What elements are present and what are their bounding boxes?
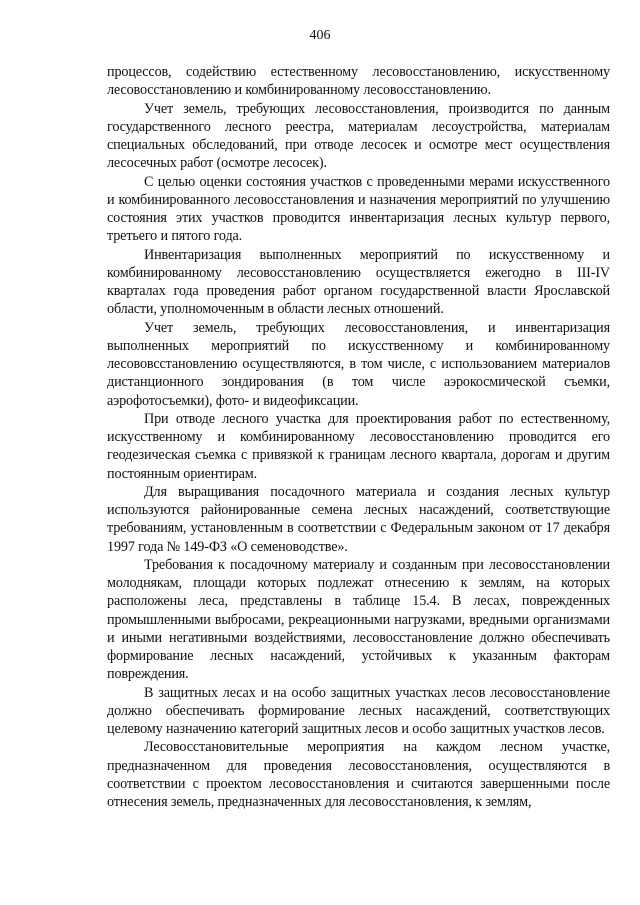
paragraph-completion: Лесовосстановительные мероприятия на каждом лесном участке, предназначенном для проведения лесовосстановления, осуществляются в соответствии с проектом лесовосстановления и считаются завершенными после отнесения земель, предназначенных для лесовосстановления, к землям, [107, 739, 610, 810]
paragraph-land-accounting: Учет земель, требующих лесовосстановления, производится по данным государственного лесного реестра, материалам лесоустройства, материалам специальных обследований, при отводе лесосек и осмотре мест осуществления лесосечных работ (осмотре лесосек). [107, 100, 610, 172]
paragraph-assessment: С целью оценки состояния участков с проведенными мерами искусственного и комбинированного лесовосстановления и назначения мероприятий по улучшению состояния этих участков проводится инвентаризация лесных культур первого, третьего и пятого года. [107, 173, 610, 245]
paragraph-remote-sensing: Учет земель, требующих лесовосстановления, и инвентаризация выполненных мероприятий по искусственному и комбинированному лесововсстановлению осуществляются, в том числе, с использованием материалов дистанционного зондирования (в том числе аэрокосмической съемки, аэрофотосъемки), фото- и видеофиксации. [107, 319, 610, 409]
paragraph-protective-forests: В защитных лесах и на особо защитных участках лесов лесовосстановление должно обеспечивать формирование лесных насаждений, соответствующих целевому назначению категорий защитных лесов и особо защитных участков лесов. [107, 684, 610, 737]
paragraph-plot-survey: При отводе лесного участка для проектирования работ по естественному, искусственному и комбинированному лесовосстановлению проводится его геодезическая съемка с привязкой к границам лесного квартала, дорогам и другим постоянным ориентирам. [107, 410, 610, 482]
paragraph-continuation: процессов, содействию естественному лесовосстановлению, искусственному лесовосстановлению и комбинированному лесовосстановлению. [107, 64, 610, 99]
page-number: 406 [309, 28, 331, 43]
paragraph-inventory: Инвентаризация выполненных мероприятий по искусственному и комбинированному лесовосстановлению осуществляется ежегодно в III-IV кварталах года проведения работ органом государственной власти Ярославской области, уполномоченным в области лесных отношений. [107, 246, 610, 318]
paragraph-seeds: Для выращивания посадочного материала и создания лесных культур используются районированные семена лесных насаждений, соответствующие требованиям, установленным в соответствии с Федеральным законом от 17 декабря 1997 года № 149-ФЗ «О семеноводстве». [107, 483, 610, 555]
paragraph-requirements: Требования к посадочному материалу и созданным при лесовосстановлении молоднякам, площади которых подлежат отнесению к землям, на которых расположены леса, представлены в таблице 15.4. В лесах, поврежденных промышленными выбросами, рекреационными нагрузками, вредными организмами и иными негативными воздействиями, лесовосстановление должно обеспечивать формирование лесных насаждений, устойчивых к указанным факторам повреждения. [107, 556, 610, 683]
document-body [107, 63, 610, 811]
